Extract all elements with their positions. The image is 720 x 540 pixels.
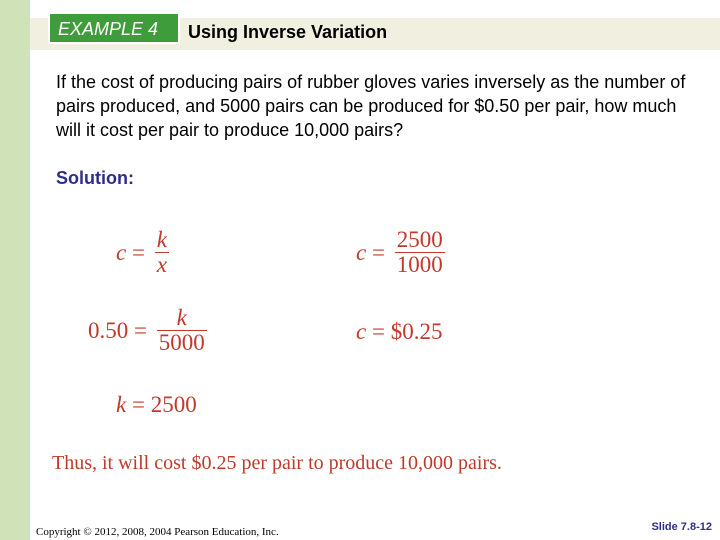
conclusion-text: Thus, it will cost $0.25 per pair to produce 10,000 pairs. [52,452,502,474]
equation-compute-cost [356,228,445,277]
solution-label: Solution: [56,168,134,188]
problem-text: If the cost of producing pairs of rubber gloves varies inversely as the number of pairs produced, and 5000 pairs can be produced for $0.50 per pair, how much will it cost per pair to produce 10,000 pairs? [56,72,686,140]
equation-result [356,319,442,345]
fraction [155,228,169,277]
equation-constant [116,392,197,418]
equation-substitution [88,306,207,355]
equation-variable: c [116,239,127,265]
slide-title: Using Inverse Variation [188,22,388,42]
denominator: 1000 [396,252,443,277]
equals-sign: = [366,239,391,265]
equation-inverse-variation [116,228,169,277]
equals-sign: = [366,319,391,344]
equals-sign: = [126,239,151,265]
numerator: 2500 [396,227,443,252]
equation-rhs: 2500 [150,392,197,417]
copyright-footer: Copyright © 2012, 2008, 2004 Pearson Education, Inc. [36,526,279,538]
equation-variable: c [356,239,367,265]
equation-rhs: $0.25 [390,319,443,344]
slide-number: Slide 7.8-12 [651,521,712,533]
denominator: 5000 [158,330,205,355]
equation-variable: k [116,392,127,417]
equation-lhs: 0.50 [88,317,129,343]
equation-variable: c [356,319,367,344]
equals-sign: = [126,392,151,417]
fraction [395,228,445,277]
numerator: k [176,305,187,330]
example-label: EXAMPLE 4 [48,12,180,44]
equals-sign: = [128,317,153,343]
numerator: k [156,227,167,252]
fraction [157,306,207,355]
left-accent-bar [0,0,30,540]
denominator: x [156,252,167,277]
